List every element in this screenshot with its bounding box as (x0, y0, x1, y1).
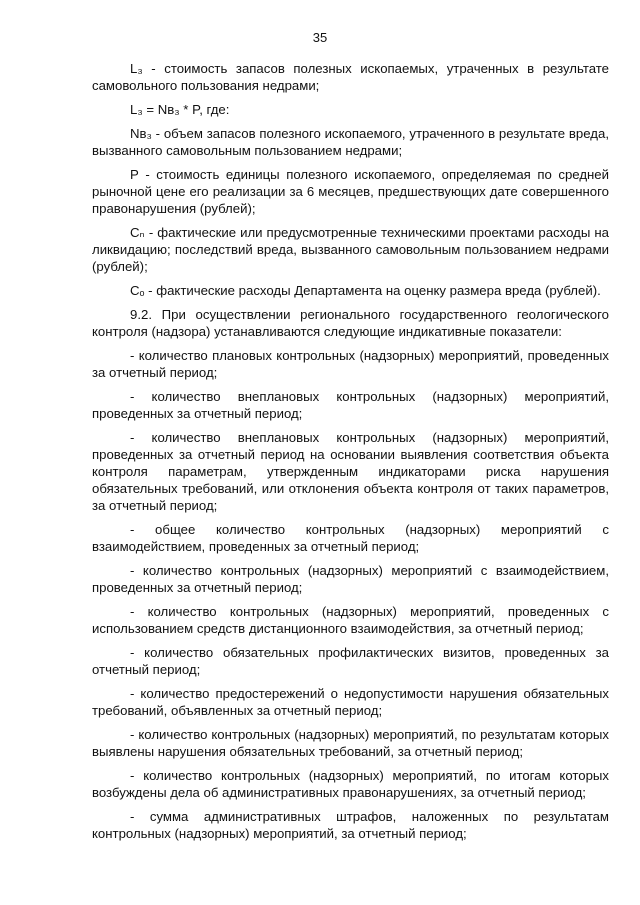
list-item-indicator: - количество обязательных профилактических визитов, проведенных за отчетный период; (92, 645, 609, 677)
page-number: 35 (312, 30, 328, 45)
document-body (92, 60, 609, 849)
paragraph-section-9-2: 9.2. При осуществлении регионального государственного геологического контроля (надзора) устанавливаются следующие индикативные показатели: (92, 307, 609, 339)
list-item-indicator: - количество предостережений о недопустимости нарушения обязательных требований, объявленных за отчетный период; (92, 686, 609, 718)
list-item-indicator: - количество контрольных (надзорных) мероприятий, по результатам которых выявлены нарушения обязательных требований, за отчетный период; (92, 727, 609, 759)
list-item-indicator: - количество контрольных (надзорных) мероприятий, проведенных с использованием средств дистанционного взаимодействия, за отчетный период; (92, 604, 609, 636)
list-item-indicator: - количество плановых контрольных (надзорных) мероприятий, проведенных за отчетный период; (92, 348, 609, 380)
paragraph-l3-definition: L₃ - стоимость запасов полезных ископаемых, утраченных в результате самовольного пользования недрами; (92, 61, 609, 93)
paragraph-l3-formula: L₃ = Nʙ₃ * P, где: (130, 102, 230, 117)
paragraph-cl-definition: Сₙ - фактические или предусмотренные техническими проектами расходы на ликвидацию; последствий вреда, вызванного самовольным пользованием недрами (рублей); (92, 225, 609, 274)
paragraph-p-definition: Р - стоимость единицы полезного ископаемого, определяемая по средней рыночной цене его реализации за 6 месяцев, предшествующих дате совершенного правонарушения (рублей); (92, 167, 609, 216)
paragraph-co-definition: Сₒ - фактические расходы Департамента на оценку размера вреда (рублей). (130, 283, 601, 298)
list-item-indicator: - сумма административных штрафов, наложенных по результатам контрольных (надзорных) мероприятий, за отчетный период; (92, 809, 609, 841)
list-item-indicator: - количество внеплановых контрольных (надзорных) мероприятий, проведенных за отчетный период; (92, 389, 609, 421)
list-item-indicator: - общее количество контрольных (надзорных) мероприятий с взаимодействием, проведенных за отчетный период; (92, 522, 609, 554)
paragraph-nbz-definition: Nʙ₃ - объем запасов полезного ископаемого, утраченного в результате вреда, вызванного самовольным пользованием недрами; (92, 126, 609, 158)
list-item-indicator: - количество контрольных (надзорных) мероприятий, по итогам которых возбуждены дела об административных правонарушениях, за отчетный период; (92, 768, 609, 800)
list-item-indicator: - количество внеплановых контрольных (надзорных) мероприятий, проведенных за отчетный период на основании выявления соответствия объекта контроля параметрам, утвержденным индикаторами риска нарушения обязательных требований, или отклонения объекта контроля от таких параметров, за отчетный период; (92, 430, 609, 513)
list-item-indicator: - количество контрольных (надзорных) мероприятий с взаимодействием, проведенных за отчетный период; (92, 563, 609, 595)
